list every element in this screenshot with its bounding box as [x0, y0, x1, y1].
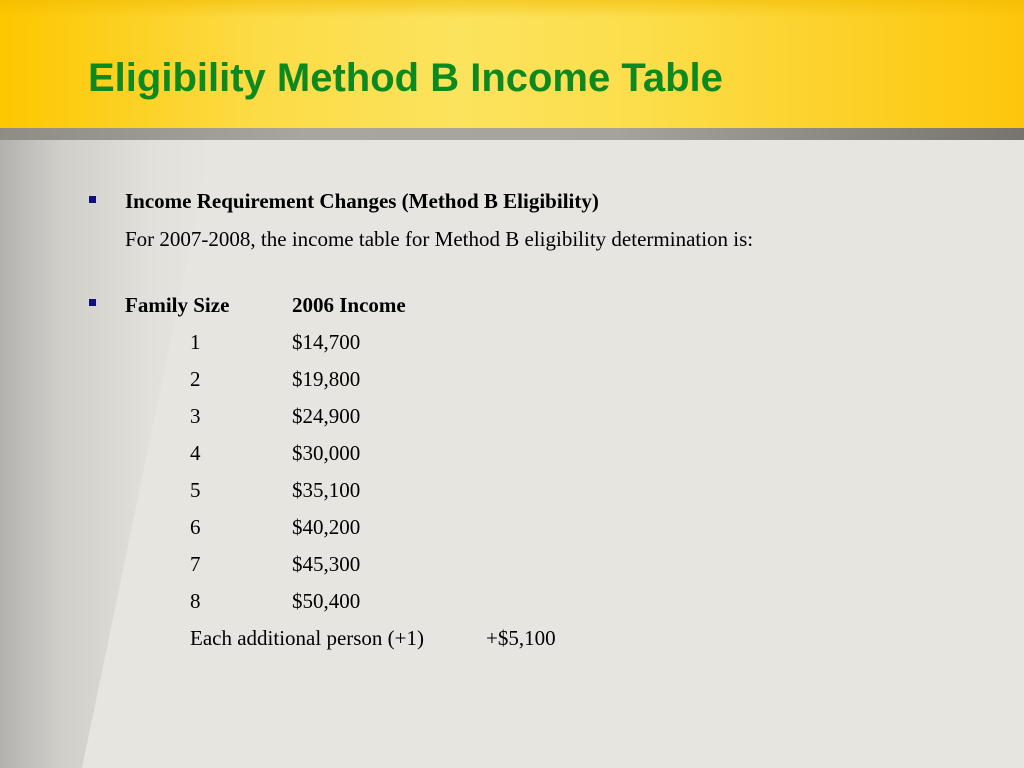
additional-person-value: +$5,100 [486, 626, 556, 650]
income-header: 2006 Income [292, 293, 406, 317]
bullet-square-icon [89, 299, 96, 306]
family-size-cell: 1 [190, 330, 201, 354]
income-cell: $40,200 [292, 515, 361, 539]
family-size-cell: 2 [190, 367, 201, 391]
slide-title: Eligibility Method B Income Table [88, 56, 723, 100]
family-size-cell: 5 [190, 478, 201, 502]
income-requirement-text: For 2007-2008, the income table for Method B eligibility determination is: [125, 227, 754, 251]
income-cell: $45,300 [292, 552, 361, 576]
income-cell: $24,900 [292, 404, 361, 428]
bullet-square-icon [89, 196, 96, 203]
income-cell: $30,000 [292, 441, 361, 465]
family-size-header: Family Size [125, 293, 230, 317]
family-size-cell: 4 [190, 441, 201, 465]
income-cell: $35,100 [292, 478, 361, 502]
family-size-cell: 7 [190, 552, 201, 576]
additional-person-label: Each additional person (+1) [190, 626, 425, 650]
family-size-cell: 8 [190, 589, 201, 613]
family-size-cell: 6 [190, 515, 201, 539]
income-cell: $19,800 [292, 367, 361, 391]
family-size-cell: 3 [190, 404, 201, 428]
income-cell: $50,400 [292, 589, 361, 613]
income-requirement-heading: Income Requirement Changes (Method B Eligibility) [125, 189, 599, 213]
income-cell: $14,700 [292, 330, 361, 354]
